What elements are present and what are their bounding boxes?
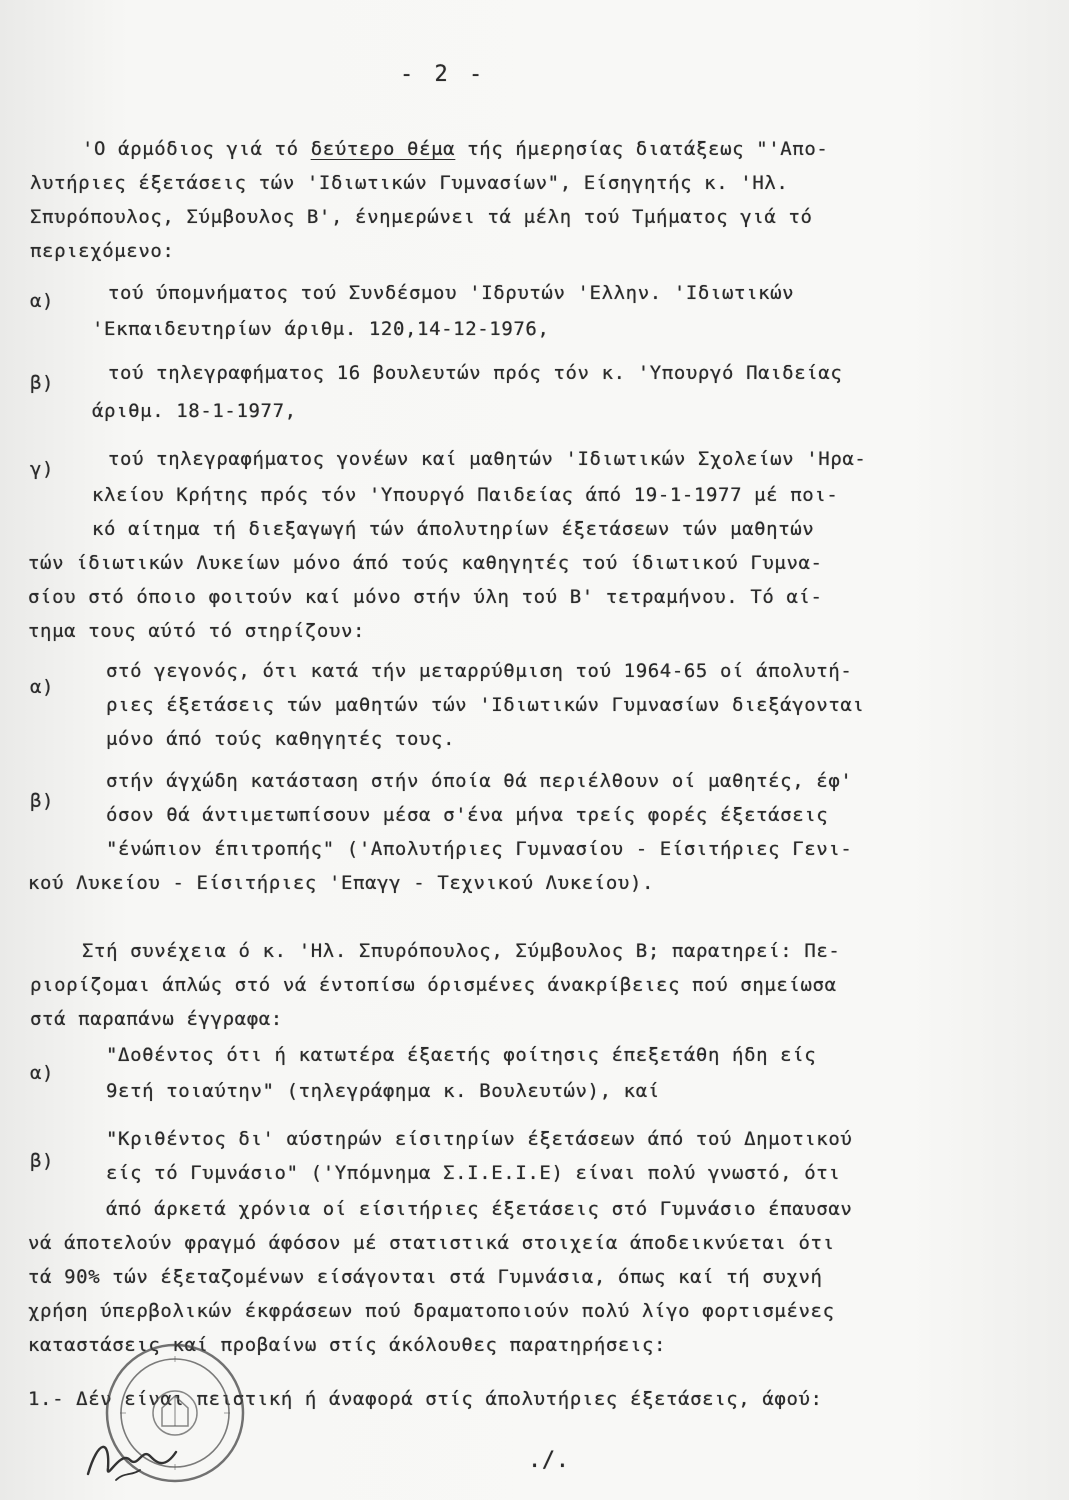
- item-line: τού τηλεγραφήματος 16 βουλευτών πρός τόν κ. 'Υπουργό Παιδείας: [108, 362, 843, 384]
- intro-line-3: Σπυρόπουλος, Σύμβουλος Β', ένημερώνει τά μέλη τού Τμήματος γιά τό: [30, 206, 813, 228]
- item-line: τού τηλεγραφήματος γονέων καί μαθητών 'Ιδιωτικών Σχολείων 'Ηρα-: [108, 448, 867, 470]
- para2-line: στά παραπάνω έγγραφα:: [30, 1008, 283, 1030]
- gamma-continuation: σίου στό όποιο φοιτούν καί μόνο στήν ύλη τού Β' τετραμήνου. Τό αί-: [28, 586, 823, 608]
- gamma-continuation: τών ίδιωτικών Λυκείων μόνο άπό τούς καθηγητές τού ίδιωτικού Γυμνα-: [28, 552, 823, 574]
- para2-continuation: τά 90% τών έξεταζομένων είσάγονται στά Γυμνάσια, όπως καί τή συχνή: [28, 1266, 823, 1288]
- continuation-mark: ./.: [528, 1448, 570, 1473]
- subitem-line: στήν άγχώδη κατάσταση στήν όποία θά περιέλθουν οί μαθητές, έφ': [106, 770, 853, 792]
- beta-continuation: κού Λυκείου - Είσιτήριες 'Επαγγ - Τεχνικού Λυκείου).: [28, 872, 655, 894]
- subitem-line: ριες έξετάσεις τών μαθητών τών 'Ιδιωτικών Γυμνασίων διεξάγονται: [106, 694, 865, 716]
- item-marker: β): [30, 372, 55, 394]
- point-1: 1.- Δέν είναι πειστική ή άναφορά στίς άπολυτήριες έξετάσεις, άφού:: [28, 1388, 823, 1410]
- item-marker: γ): [30, 458, 55, 480]
- subitem-line: "ένώπιον έπιτροπής" ('Απολυτήριες Γυμνασίου - Είσιτήριες Γενι-: [106, 838, 853, 860]
- para2-continuation: νά άποτελούν φραγμό άφόσον μέ στατιστικά στοιχεία άποδεικνύεται ότι: [28, 1232, 835, 1254]
- para2-line: Στή συνέχεια ό κ. 'Ηλ. Σπυρόπουλος, Σύμβουλος Β; παρατηρεί: Πε-: [82, 940, 841, 962]
- page-number: - 2 -: [400, 62, 487, 87]
- handwritten-signature: [80, 1430, 190, 1490]
- item-line: κλείου Κρήτης πρός τόν 'Υπουργό Παιδείας άπό 19-1-1977 μέ ποι-: [92, 484, 839, 506]
- para2-continuation: καταστάσεις καί προβαίνω στίς άκόλουθες παρατηρήσεις:: [28, 1334, 667, 1356]
- intro-line-1: [82, 138, 828, 160]
- subitem-marker: β): [30, 790, 55, 812]
- para2-line: ριορίζομαι άπλώς στό νά έντοπίσω όρισμένες άνακρίβειες πού σημείωσα: [30, 974, 837, 996]
- gamma-continuation: τημα τους αύτό τό στηρίζουν:: [28, 620, 366, 642]
- para2-item-line: "Δοθέντος ότι ή κατωτέρα έξαετής φοίτησις έπεξετάθη ήδη είς: [106, 1044, 817, 1066]
- subitem-marker: α): [30, 676, 55, 698]
- subitem-line: όσον θά άντιμετωπίσουν μέσα σ'ένα μήνα τρείς φορές έξετάσεις: [106, 804, 829, 826]
- intro-text-1b: τής ήμερησίας διατάξεως "'Απο-: [455, 138, 829, 160]
- para2-item-line: άπό άρκετά χρόνια οί είσιτήριες έξετάσεις στό Γυμνάσιο έπαυσαν: [106, 1198, 853, 1220]
- item-line: κό αίτημα τή διεξαγωγή τών άπολυτηρίων έξετάσεων τών μαθητών: [92, 518, 815, 540]
- underlined-topic: δεύτερο θέμα: [310, 138, 456, 160]
- item-line: τού ύπομνήματος τού Συνδέσμου 'Ιδρυτών 'Ελλην. 'Ιδιωτικών: [108, 282, 795, 304]
- para2-item-marker: β): [30, 1150, 55, 1172]
- subitem-line: μόνο άπό τούς καθηγητές τους.: [106, 728, 456, 750]
- intro-line-4: περιεχόμενο:: [30, 240, 175, 262]
- item-line: άριθμ. 18-1-1977,: [92, 400, 297, 422]
- item-line: 'Εκπαιδευτηρίων άριθμ. 120,14-12-1976,: [92, 318, 550, 340]
- intro-text-1a: 'Ο άρμόδιος γιά τό: [82, 138, 311, 160]
- para2-item-marker: α): [30, 1062, 55, 1084]
- para2-item-line: 9ετή τοιαύτην" (τηλεγράφημα κ. Βουλευτών), καί: [106, 1080, 660, 1102]
- para2-item-line: είς τό Γυμνάσιο" ('Υπόμνημα Σ.Ι.Ε.Ι.Ε) είναι πολύ γνωστό, ότι: [106, 1162, 841, 1184]
- subitem-line: στό γεγονός, ότι κατά τήν μεταρρύθμιση τού 1964-65 οί άπολυτή-: [106, 660, 853, 682]
- intro-line-2: λυτήριες έξετάσεις τών 'Ιδιωτικών Γυμνασίων", Είσηγητής κ. 'Ηλ.: [30, 172, 789, 194]
- para2-item-line: "Κριθέντος δι' αύστηρών είσιτηρίων έξετάσεων άπό τού Δημοτικού: [106, 1128, 853, 1150]
- para2-continuation: χρήση ύπερβολικών έκφράσεων πού δραματοποιούν πολύ λίγο φορτισμένες: [28, 1300, 835, 1322]
- item-marker: α): [30, 290, 55, 312]
